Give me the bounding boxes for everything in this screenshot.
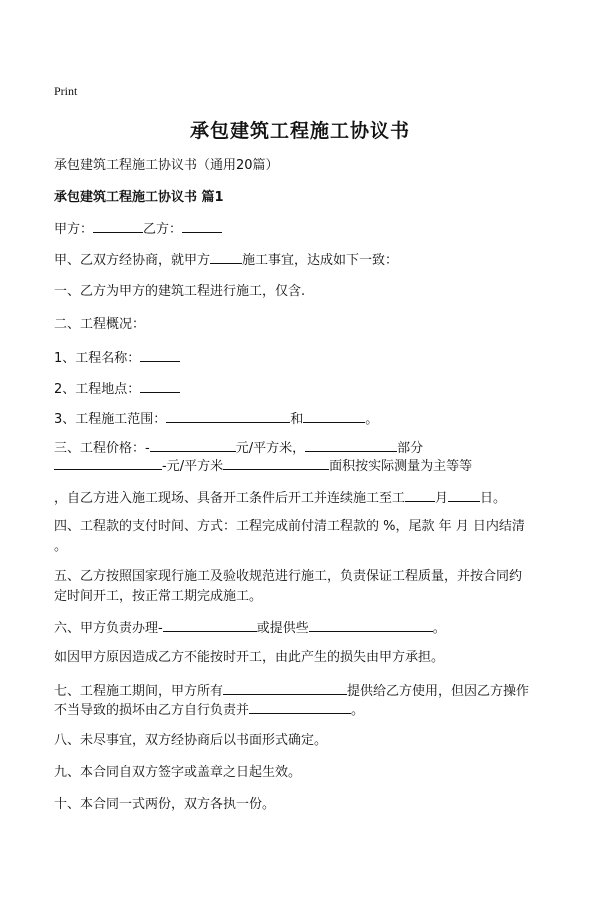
text-run: 提供给乙方使用，但因乙方操作 xyxy=(347,684,530,699)
clause-7-cont xyxy=(54,699,364,720)
schedule-line xyxy=(54,487,506,508)
clause-5-cont: 定时间开工，按正常工期完成施工。 xyxy=(54,589,263,604)
blank-line xyxy=(305,437,397,452)
blank-line xyxy=(223,455,329,470)
clause-1: 一、乙方为甲方的建筑工程进行施工，仅含. xyxy=(54,284,306,299)
party-b-label: 乙方： xyxy=(143,222,183,237)
text-run: 七、工程施工期间，甲方所有 xyxy=(54,684,224,699)
blank-line xyxy=(303,408,365,423)
clause-2: 二、工程概况： xyxy=(54,317,146,332)
text-run: ，自乙方进入施工现场、具备开工条件后开工并连续施工至工 xyxy=(54,491,406,506)
text-run: 1、工程名称： xyxy=(54,351,141,366)
clause-6 xyxy=(54,617,446,638)
agreement-line xyxy=(54,249,398,270)
text-run: 3、工程施工范围： xyxy=(54,412,167,427)
text-run: 。 xyxy=(432,621,446,636)
blank-line xyxy=(54,455,162,470)
blank-line xyxy=(163,617,257,632)
text-run: 2、工程地点： xyxy=(54,382,141,397)
party-a-label: 甲方： xyxy=(54,222,94,237)
text-run: 部分 xyxy=(397,441,424,456)
text-run: 和 xyxy=(290,412,304,427)
blank-line xyxy=(140,347,180,362)
clause-9: 九、本合同自双方签字或盖章之日起生效。 xyxy=(54,765,302,780)
blank-line xyxy=(249,699,351,714)
blank-line xyxy=(166,408,290,423)
project-name-line xyxy=(54,347,180,368)
document-title: 承包建筑工程施工协议书 xyxy=(189,120,410,142)
liability-line: 如因甲方原因造成乙方不能按时开工，由此产生的损失由甲方承担。 xyxy=(54,650,445,665)
text-run: 元/平方米， xyxy=(235,441,306,456)
blank-line xyxy=(448,487,480,502)
clause-10: 十、本合同一式两份，双方各执一份。 xyxy=(54,797,276,812)
text-run: -元/平方米 xyxy=(162,459,224,474)
text-run: 六、甲方负责办理- xyxy=(54,621,163,636)
text-run: 。 xyxy=(365,412,379,427)
project-scope-line xyxy=(54,408,378,429)
blank-line xyxy=(309,617,433,632)
price-line-2 xyxy=(54,455,472,476)
section-heading: 承包建筑工程施工协议书 篇1 xyxy=(54,190,224,205)
text-run: 月 xyxy=(435,491,449,506)
text-run: 不当导致的损坏由乙方自行负责并 xyxy=(54,703,250,718)
text-run: 日。 xyxy=(480,491,507,506)
clause-5: 五、乙方按照国家现行施工及验收规范进行施工，负责保证工程质量，并按合同约 xyxy=(54,569,523,584)
text-run: 面积按实际测量为主等等 xyxy=(329,459,473,474)
party-a-blank xyxy=(93,218,143,233)
blank-line xyxy=(140,378,180,393)
text-run: 施工事宜，达成如下一致： xyxy=(242,253,399,268)
clause-4: 四、工程款的支付时间、方式：工程完成前付清工程款的 %，尾款 年 月 日内结清 xyxy=(54,519,525,534)
parties-line xyxy=(54,218,222,239)
text-run: 甲、乙双方经协商，就甲方 xyxy=(54,253,211,268)
text-run: 。 xyxy=(351,703,365,718)
clause-7 xyxy=(54,680,529,701)
text-run: 三、工程价格：- xyxy=(54,441,150,456)
blank-line xyxy=(405,487,435,502)
clause-4-end: 。 xyxy=(54,539,68,554)
blank-line xyxy=(150,437,236,452)
blank-line xyxy=(223,680,347,695)
project-location-line xyxy=(54,378,180,399)
clause-8: 八、未尽事宜，双方经协商后以书面形式确定。 xyxy=(54,733,328,748)
party-b-blank xyxy=(182,218,222,233)
text-run: 或提供些 xyxy=(256,621,309,636)
blank-line xyxy=(210,249,242,264)
print-label[interactable]: Print xyxy=(54,84,78,98)
document-subtitle: 承包建筑工程施工协议书（通用20篇） xyxy=(54,158,279,173)
